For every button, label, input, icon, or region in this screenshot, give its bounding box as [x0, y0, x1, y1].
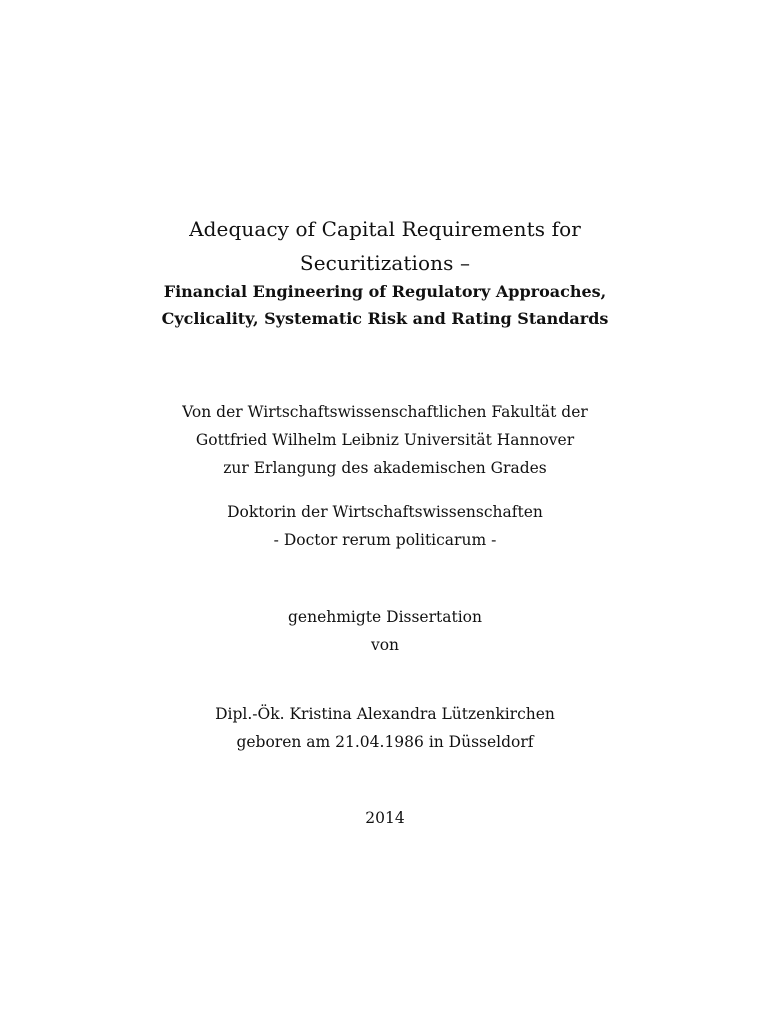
subtitle-line-2: Cyclicality, Systematic Risk and Rating Standards: [161, 309, 609, 328]
year: 2014: [365, 809, 405, 827]
author-name: Dipl.-Ök. Kristina Alexandra Lützenkirchen: [215, 705, 555, 723]
degree-line-1: Doktorin der Wirtschaftswissenschaften: [227, 503, 543, 521]
von-label: von: [370, 636, 400, 654]
degree-line-2: - Doctor rerum politicarum -: [273, 531, 497, 549]
title-line-2: Securitizations –: [299, 251, 471, 275]
dissertation-label: genehmigte Dissertation: [288, 608, 482, 626]
title-line-1: Adequacy of Capital Requirements for: [189, 217, 581, 241]
author-birth: geboren am 21.04.1986 in Düsseldorf: [236, 733, 534, 751]
faculty-line-3: zur Erlangung des akademischen Grades: [223, 459, 547, 477]
faculty-line-2: Gottfried Wilhelm Leibniz Universität Hannover: [195, 431, 575, 449]
subtitle-line-1: Financial Engineering of Regulatory Approaches,: [163, 282, 607, 301]
faculty-line-1: Von der Wirtschaftswissenschaftlichen Fakultät der: [182, 403, 588, 421]
